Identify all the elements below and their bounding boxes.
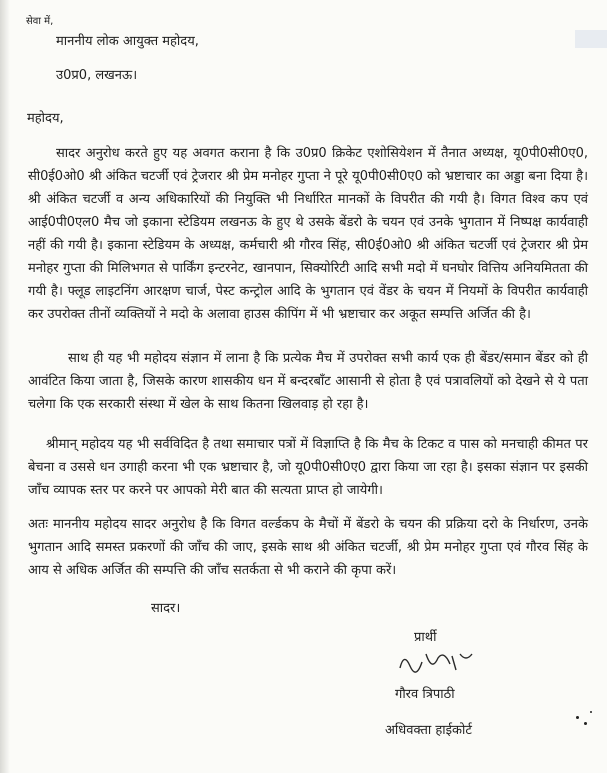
scan-speck: [590, 711, 592, 713]
sender-label: प्रार्थी: [414, 630, 437, 645]
corner-stamp-mark: [575, 30, 607, 48]
scan-edge-shadow: [0, 0, 10, 773]
scan-speck: [584, 722, 587, 725]
top-note: सेवा में,: [26, 16, 54, 27]
paragraph-4: अतः माननीय महोदय सादर अनुरोध है कि विगत वर्ल्डकप के मैचों में बेंडरो के चयन की प्रक्रिया दरो के निर्धारण, उनके भुगतान आदि समस्त प्रकरणों की जाँच की जाए, इसके साथ श्री अंकित चटर्जी, श्री प्रेम मनोहर गुप्ता एवं गौरव सिंह के आय से अधिक अर्जित की सम्पत्ति की जाँच सतर्कता से भी कराने की कृपा करें।: [28, 517, 588, 578]
paragraph-1: सादर अनुरोध करते हुए यह अवगत कराना है कि उ0प्र0 क्रिकेट एशोसियेशन में तैनात अध्यक्ष, यू0पी0सी0ए0, सी0ई0ओ0 श्री अंकित चटर्जी एवं ट्रेजरार श्री प्रेम मनोहर गुप्ता ने पूरे यू0पी0सी0ए0 को भ्रष्टाचार का अड्डा बना दिया है। श्री अंकित चटर्जी व अन्य अधिकारियों की नियुक्ति भी निर्धारित मानकों के विपरीत की गयी है। विगत विश्व कप एवं आई0पी0एल0 मैच जो इकाना स्टेडियम लखनऊ के हुए थे उसके बेंडरो के चयन एवं उनके भुगतान में निष्पक्ष कार्यवाही नहीं की गयी है। इकाना स्टेडियम के अध्यक्ष, कर्मचारी श्री गौरव सिंह, सी0ई0ओ0 श्री अंकित चटर्जी एवं ट्रेजरार श्री प्रेम मनोहर गुप्ता की मिलिभगत से पार्किंग इन्टरनेट, खानपान, सिक्योरिटी आदि सभी मदो में घनघोर वित्तिय अनियमितता की गयी है। फ्लूड लाइटनिंग आरक्षण चार्ज, पेस्ट कन्ट्रोल आदि के भुगतान एवं वेंडर के चयन में नियमों के विपरीत कार्यवाही कर उपरोक्त तीनों व्यक्तियों ने मदो के अलावा हाउस कीपिंग में भी भ्रष्टाचार कर अकूत सम्पत्ति अर्जित की है।: [28, 146, 588, 322]
signature: [392, 648, 482, 676]
scan-speck: [576, 716, 579, 719]
salutation: महोदय,: [27, 111, 64, 126]
recipient-title: माननीय लोक आयुक्त महोदय,: [56, 34, 199, 49]
sender-designation: अधिवक्ता हाईकोर्ट: [385, 723, 472, 738]
closing: सादर।: [151, 601, 181, 616]
recipient-address: उ0प्र0, लखनऊ।: [56, 68, 138, 83]
paragraph-2: साथ ही यह भी महोदय संज्ञान में लाना है कि प्रत्येक मैच में उपरोक्त सभी कार्य एक ही बेंडर/समान बेंडर को ही आवंटित किया जाता है, जिसके कारण शासकीय धन में बन्दरबाँट आसानी से होता है एवं पत्रावलियों को देखने से ये पता चलेगा कि एक सरकारी संस्था में खेल के साथ कितना खिलवाड़ हो रहा है।: [28, 351, 588, 412]
sender-name: गौरव त्रिपाठी: [395, 687, 455, 702]
paragraph-3: श्रीमान् महोदय यह भी सर्वविदित है तथा समाचार पत्रों में विज्ञाप्ति है कि मैच के टिकट व पास को मनचाही कीमत पर बेचना व उससे धन उगाही करना भी एक भ्रष्टाचार है, जो यू0पी0सी0ए0 द्वारा किया जा रहा है। इसका संज्ञान पर इसकी जाँच व्यापक स्तर पर करने पर आपको मेरी बात की सत्यता प्राप्त हो जायेगी।: [28, 437, 588, 498]
